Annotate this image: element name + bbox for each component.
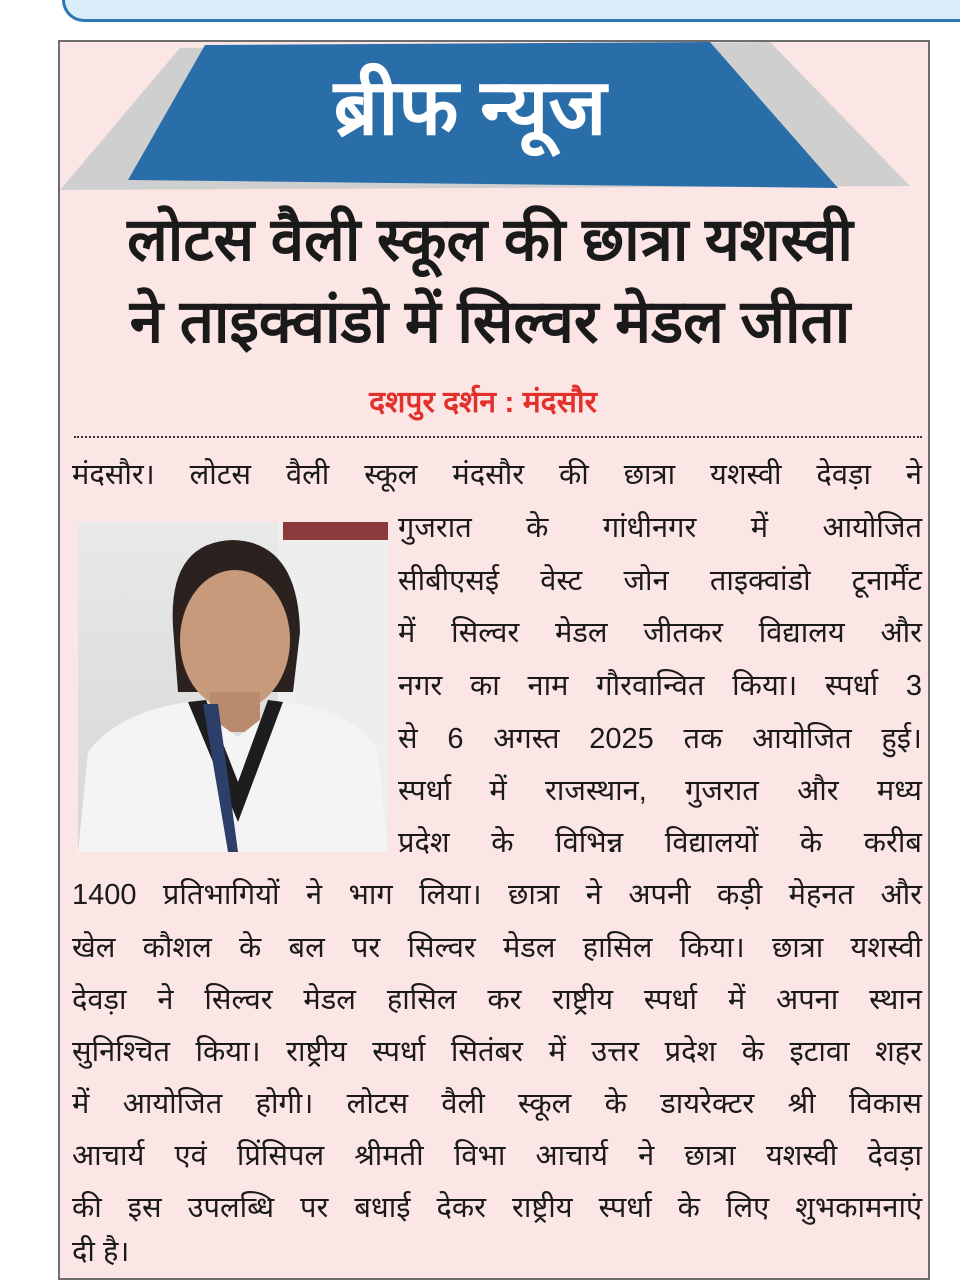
body-line: सीबीएसई वेस्ट जोन ताइक्वांडो टूनार्मेंट — [398, 565, 922, 597]
body-line: प्रदेश के विभिन्न विद्यालयों के करीब — [398, 827, 922, 859]
body-line: से 6 अगस्त 2025 तक आयोजित हुई। — [398, 723, 922, 755]
student-photo — [78, 522, 388, 852]
body-line: की इस उपलब्धि पर बधाई देकर राष्ट्रीय स्पर्धा के लिए शुभकामनाएं — [72, 1192, 922, 1224]
body-line: खेल कौशल के बल पर सिल्वर मेडल हासिल किया। छात्रा यशस्वी — [72, 932, 922, 964]
dotted-divider — [74, 436, 922, 438]
body-line: में आयोजित होगी। लोटस वैली स्कूल के डायरेक्टर श्री विकास — [72, 1088, 922, 1120]
body-line: स्पर्धा में राजस्थान, गुजरात और मध्य — [398, 775, 922, 807]
headline-line-2: ने ताइक्वांडो में सिल्वर मेडल जीता — [129, 288, 851, 355]
body-line: सुनिश्चित किया। राष्ट्रीय स्पर्धा सितंबर में उत्तर प्रदेश के इटावा शहर — [72, 1036, 922, 1068]
body-line: दी है। — [72, 1236, 130, 1268]
body-line: मंदसौर। लोटस वैली स्कूल मंदसौर की छात्रा यशस्वी देवड़ा ने — [72, 459, 922, 491]
body-line: आचार्य एवं प्रिंसिपल श्रीमती विभा आचार्य ने छात्रा यशस्वी देवड़ा — [72, 1140, 922, 1172]
byline: दशपुर दर्शन : मंदसौर — [369, 386, 597, 419]
body-line: 1400 प्रतिभागियों ने भाग लिया। छात्रा ने अपनी कड़ी मेहनत और — [72, 879, 922, 911]
headline-line-1: लोटस वैली स्कूल की छात्रा यशस्वी — [127, 206, 853, 273]
body-line: गुजरात के गांधीनगर में आयोजित — [398, 512, 922, 544]
body-line: देवड़ा ने सिल्वर मेडल हासिल कर राष्ट्रीय स्पर्धा में अपना स्थान — [72, 984, 922, 1016]
body-line: में सिल्वर मेडल जीतकर विद्यालय और — [398, 617, 922, 649]
banner-title: ब्रीफ न्यूज — [333, 63, 607, 151]
body-line: नगर का नाम गौरवान्वित किया। स्पर्धा 3 — [398, 670, 922, 702]
